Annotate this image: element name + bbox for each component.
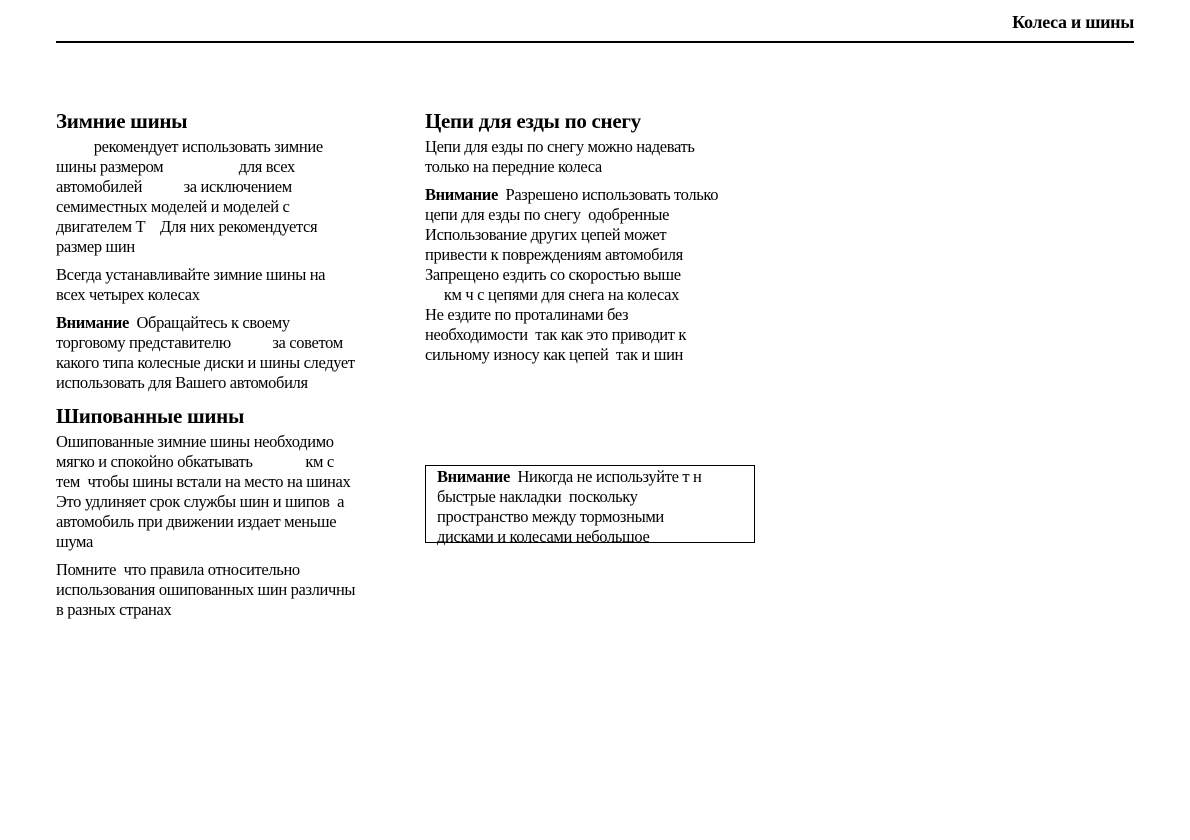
warning-text: Никогда не используйте т н быстрые накладки поскольку пространство между тормозными дисками и колесами небольшое: [437, 467, 702, 546]
studded-tires-paragraph: Ошипованные зимние шины необходимо мягко и спокойно обкатывать км с тем чтобы шины встали на место на шинах Это удлиняет срок службы шин и шипов а автомобиль при движении издает меньше шума: [56, 432, 351, 551]
studded-tires-rules-paragraph: Помните что правила относительно использования ошипованных шин различны в разных странах: [56, 560, 356, 619]
header-divider: [56, 41, 1134, 43]
snow-chains-paragraph: Цепи для езды по снегу можно надевать только на передние колеса: [425, 137, 695, 176]
snow-chains-warning: [425, 185, 770, 365]
winter-tires-heading: Зимние шины: [56, 109, 188, 133]
quick-chains-warning: [437, 467, 754, 547]
page-header-title: Колеса и шины: [1012, 12, 1134, 32]
winter-tires-paragraph: рекомендует использовать зимние шины размером для всех автомобилей за исключением семиместных моделей и моделей с двигателем T Для них рекомендуется размер шин: [56, 137, 323, 256]
snow-chains-heading: Цепи для езды по снегу: [425, 109, 641, 133]
winter-tires-install-paragraph: Всегда устанавливайте зимние шины на всех четырех колесах: [56, 265, 326, 304]
warning-text: Обращайтесь к своему торговому представителю за советом какого типа колесные диски и шины следует использовать для Вашего автомобиля: [56, 313, 355, 392]
warning-label: Внимание: [425, 185, 498, 204]
warning-label: Внимание: [437, 467, 510, 486]
warning-label: Внимание: [56, 313, 129, 332]
left-column: [56, 108, 401, 628]
warning-text: Разрешено использовать только цепи для езды по снегу одобренные Использование других цепей может привести к повреждениям автомобиля Запрещено ездить со скоростью выше км ч с цепями для снега на колесах Не ездите по проталинами без необходимости так как это приводит к сильному износу как цепей так и шин: [425, 185, 719, 364]
quick-chains-warning-box: [425, 465, 755, 546]
right-column: [425, 108, 770, 373]
studded-tires-heading: Шипованные шины: [56, 404, 245, 428]
winter-tires-warning: [56, 313, 401, 393]
